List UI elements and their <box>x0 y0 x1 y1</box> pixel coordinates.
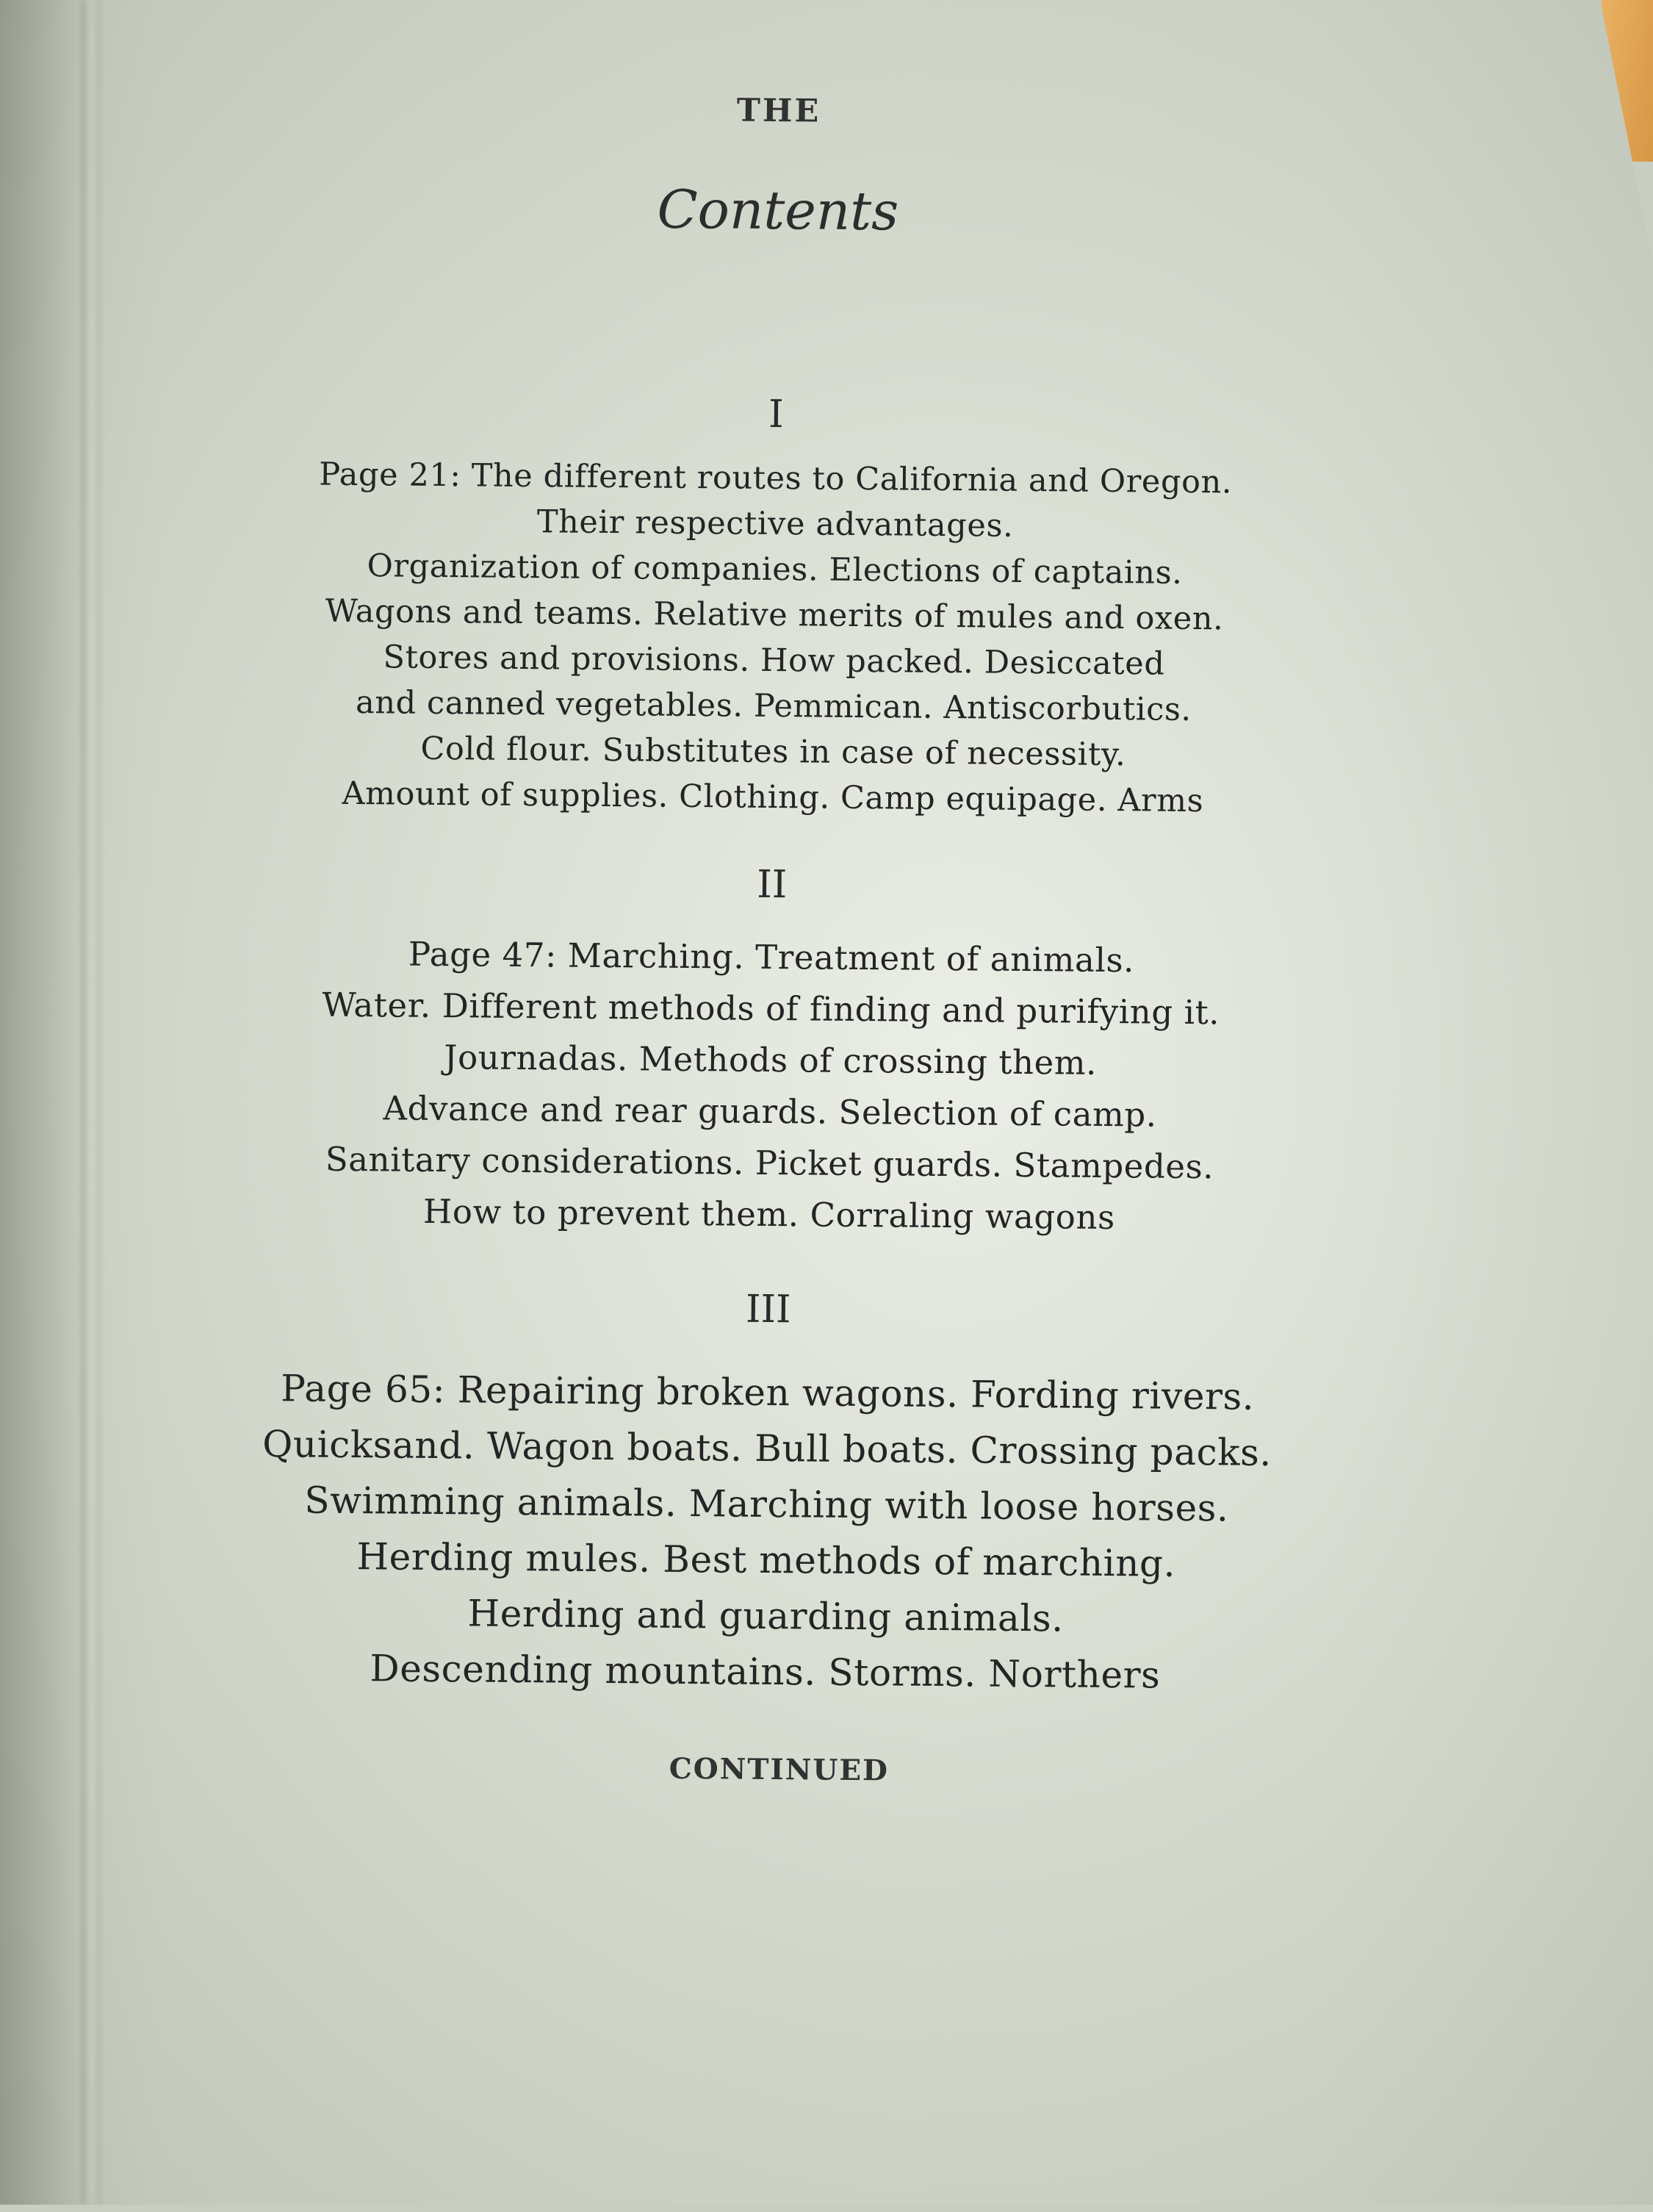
contents-line: Swimming animals. Marching with loose horses. <box>304 1479 1229 1530</box>
contents-line: Page 65: Repairing broken wagons. Fording rivers. <box>281 1367 1255 1418</box>
contents-line: Page 47: Marching. Treatment of animals. <box>408 934 1135 980</box>
contents-line: Herding mules. Best methods of marching. <box>356 1535 1176 1585</box>
contents-line: How to prevent them. Corraling wagons <box>422 1191 1116 1238</box>
contents-line: Water. Different methods of finding and purifying it. <box>322 985 1220 1033</box>
section-numeral: I <box>768 392 784 437</box>
contents-line: and canned vegetables. Pemmican. Antiscorbutics. <box>355 684 1192 728</box>
contents-line: Organization of companies. Elections of captains. <box>367 547 1183 592</box>
contents-line: Amount of supplies. Clothing. Camp equipage. Arms <box>342 775 1204 820</box>
book-title-kicker: THE <box>736 92 821 130</box>
contents-line: Descending mountains. Storms. Northers <box>370 1647 1161 1697</box>
continued-label: CONTINUED <box>669 1751 890 1788</box>
contents-line: Page 21: The different routes to California and Oregon. <box>318 456 1233 501</box>
section-numeral: II <box>757 862 788 908</box>
contents-line: Herding and guarding animals. <box>467 1592 1065 1640</box>
contents-line: Their respective advantages. <box>536 503 1014 545</box>
contents-heading: Contents <box>657 178 899 243</box>
contents-line: Sanitary considerations. Picket guards. Stampedes. <box>325 1139 1214 1187</box>
contents-line: Stores and provisions. How packed. Desiccated <box>383 639 1165 683</box>
contents-line: Cold flour. Substitutes in case of necessity. <box>420 730 1126 774</box>
contents-line: Journadas. Methods of crossing them. <box>444 1038 1098 1082</box>
contents-line: Advance and rear guards. Selection of camp. <box>383 1088 1157 1135</box>
section-numeral: III <box>745 1287 791 1332</box>
contents-line: Quicksand. Wagon boats. Bull boats. Crossing packs. <box>262 1422 1272 1474</box>
contents-line: Wagons and teams. Relative merits of mules and oxen. <box>325 592 1224 638</box>
